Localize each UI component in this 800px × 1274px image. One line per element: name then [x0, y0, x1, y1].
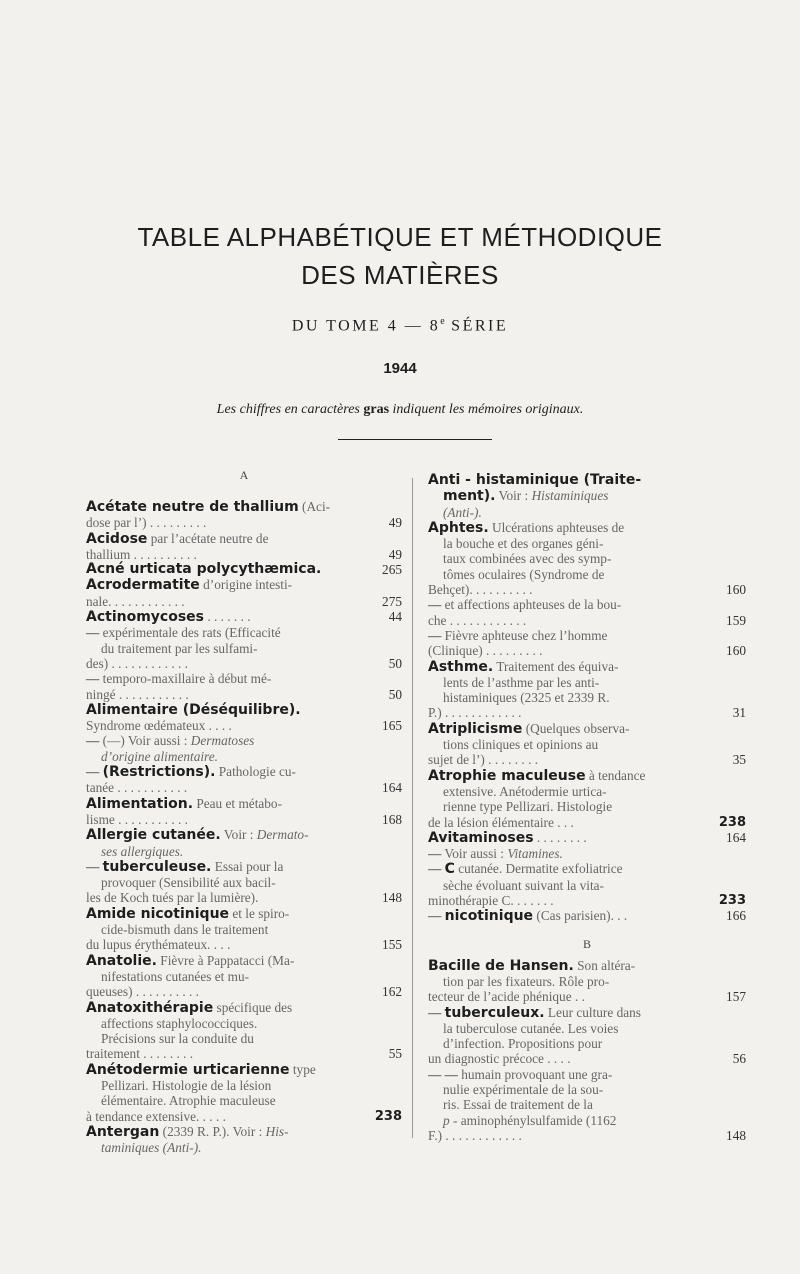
entry-text: taux combinées avec des symp- — [443, 551, 612, 567]
entry-text: un diagnostic précoce . . . . — [428, 1051, 571, 1067]
entry-keyword: tuberculeux. — [444, 1004, 545, 1021]
entry-text: type — [289, 1061, 316, 1077]
entry-text: d’infection. Propositions pour — [443, 1036, 603, 1052]
entry-keyword: Alimentation. — [86, 795, 194, 812]
index-entry — [86, 1124, 402, 1156]
entry-keyword: Anatolie. — [86, 952, 157, 969]
index-entry — [428, 472, 746, 520]
entry-keyword: Avitaminoses — [428, 829, 534, 846]
page-number: 165 — [382, 718, 402, 734]
entry-text: thallium . . . . . . . . . . — [86, 546, 197, 562]
page-number: 148 — [726, 1127, 746, 1143]
entry-text: Fièvre à Pappatacci (Ma- — [156, 952, 295, 968]
entry-text: . . . . . . . . — [533, 829, 587, 845]
entry-keyword: Acrodermatite — [86, 577, 200, 594]
entry-text: spécifique des — [213, 999, 293, 1015]
header-rule — [338, 439, 492, 440]
entry-text: temporo-maxillaire à début mé- — [102, 671, 272, 687]
entry-text: Traitement des équiva- — [493, 658, 619, 674]
page-number: 44 — [388, 609, 402, 625]
index-entry — [86, 827, 402, 859]
entry-text: cutanée. Dermatite exfoliatrice — [454, 861, 623, 877]
entry-text: de la lésion élémentaire . . . — [428, 814, 574, 830]
entry-text: tômes oculaires (Syndrome de — [443, 566, 605, 582]
index-entry — [428, 1067, 746, 1143]
index-entry — [428, 861, 746, 908]
entry-text: Son altéra- — [573, 957, 636, 973]
entry-text: histaminiques (2325 et 2339 R. — [443, 690, 610, 706]
index-entry — [86, 733, 402, 764]
page-number: 160 — [726, 582, 746, 598]
index-entry — [86, 609, 402, 625]
note-text-end: indiquent les mémoires originaux. — [392, 402, 584, 417]
page-title-line-2: DES MATIÈRES — [301, 260, 499, 290]
entry-text: lents de l’asthme par les anti- — [443, 674, 600, 690]
index-entry — [86, 671, 402, 702]
left-column — [86, 468, 402, 1155]
index-entry — [428, 958, 746, 1005]
index-entry — [428, 597, 746, 628]
page-number: 166 — [726, 908, 746, 924]
entry-text: (Clinique) . . . . . . . . . — [428, 643, 543, 659]
entry-text: (Quelques observa- — [522, 720, 630, 736]
entry-text: (2339 R. P.). Voir : — [159, 1123, 266, 1139]
entry-text: Précisions sur la conduite du — [101, 1031, 254, 1047]
entry-text: cide-bismuth dans le traitement — [101, 922, 269, 938]
entry-text: et affections aphteuses de la bou- — [444, 597, 622, 613]
index-entry — [86, 859, 402, 906]
page-number: 35 — [732, 752, 746, 768]
page-number: 265 — [382, 562, 402, 578]
entry-text: et le spiro- — [229, 905, 290, 921]
index-entry — [86, 577, 402, 609]
entry-text: Pathologie cu- — [215, 764, 296, 780]
entry-dash: — — [86, 625, 103, 641]
entry-keyword: ment). — [443, 488, 496, 505]
entry-text: les de Koch tués par la lumière). — [86, 890, 259, 906]
entry-text: à tendance extensive. . . . . — [86, 1108, 226, 1124]
page-number: 49 — [388, 515, 402, 531]
entry-keyword: Anétodermie urticarienne — [86, 1061, 290, 1078]
entry-text: du lupus érythémateux. . . . — [86, 937, 231, 953]
index-entry — [86, 1000, 402, 1062]
page-number: 50 — [388, 686, 402, 702]
entry-text: tanée . . . . . . . . . . . — [86, 780, 188, 796]
entry-text: par l’acétate neutre de — [147, 530, 269, 546]
entry-text: des) . . . . . . . . . . . . — [86, 655, 188, 671]
entry-text: rienne type Pellizari. Histologie — [443, 799, 613, 815]
entry-text: (Aci- — [298, 499, 331, 514]
entry-keyword: Actinomycoses — [86, 609, 205, 626]
entry-crossref: Vitamines. — [507, 846, 563, 862]
page-number: 238 — [718, 814, 746, 830]
entry-text: Syndrome œdémateux . . . . — [86, 718, 232, 734]
entry-text: minothérapie C. . . . . . . — [428, 893, 554, 909]
entry-dash: — — [428, 861, 445, 877]
entry-text: Leur culture dans — [544, 1004, 641, 1020]
entry-dash: — — [428, 597, 445, 613]
index-entry — [428, 830, 746, 846]
index-entry — [428, 768, 746, 830]
entry-text: Fièvre aphteuse chez l’homme — [444, 627, 608, 643]
entry-dash: — — [86, 733, 103, 749]
entry-text: tecteur de l’acide phénique . . — [428, 989, 585, 1005]
entry-text: Voir aussi : — [444, 846, 508, 862]
page-number: 31 — [732, 705, 746, 721]
index-entry — [428, 520, 746, 597]
index-entry — [428, 846, 746, 861]
index-entry — [428, 721, 746, 768]
entry-text: humain provoquant une gra- — [461, 1066, 613, 1082]
entry-dash: — — [86, 764, 103, 780]
page-title-line-1: TABLE ALPHABÉTIQUE ET MÉTHODIQUE — [137, 222, 663, 252]
entry-text: la bouche et des organes géni- — [443, 536, 604, 552]
entry-text: la tuberculose cutanée. Les voies — [443, 1020, 619, 1036]
section-letter-b: B — [582, 936, 591, 951]
entry-text: du traitement par les sulfami- — [101, 640, 258, 656]
entry-text: (Cas parisien). . . — [533, 908, 628, 924]
entry-keyword: Anti - histaminique (Traite- — [428, 472, 642, 488]
entry-text: traitement . . . . . . . . — [86, 1046, 194, 1062]
subtitle-text-end: SÉRIE — [444, 317, 509, 335]
entry-text: affections staphylococciques. — [101, 1015, 258, 1031]
index-entry — [86, 499, 402, 531]
entry-text: Ulcérations aphteuses de — [488, 519, 625, 535]
page-number: 160 — [726, 643, 746, 659]
entry-text: . . . . . . . — [204, 609, 251, 625]
entry-keyword: Alimentaire (Déséquilibre). — [86, 701, 301, 718]
index-entry — [86, 764, 402, 796]
index-entry — [86, 702, 402, 734]
index-entry — [86, 906, 402, 953]
entry-keyword: Bacille de Hansen. — [428, 957, 574, 974]
index-entry — [86, 796, 402, 828]
entry-text: ningé . . . . . . . . . . . — [86, 686, 189, 702]
page-number: 159 — [726, 612, 746, 628]
page-number: 49 — [388, 546, 402, 562]
entry-crossref: taminiques (Anti-). — [101, 1140, 202, 1156]
column-divider — [412, 478, 413, 1138]
index-entry — [86, 953, 402, 1000]
entry-dash: — — [428, 1004, 445, 1020]
entry-dash: — — [86, 671, 103, 687]
page-number: 238 — [374, 1108, 402, 1124]
entry-text: d’origine intesti- — [199, 577, 293, 593]
entry-text: Behçet). . . . . . . . . . — [428, 582, 533, 598]
entry-crossref: His- — [265, 1123, 289, 1139]
page-number: 164 — [726, 829, 746, 845]
page-number: 148 — [382, 890, 402, 906]
entry-crossref: ses allergiques. — [101, 843, 184, 859]
entry-keyword: C — [444, 861, 455, 878]
index-entry — [428, 628, 746, 659]
page-number: 155 — [382, 937, 402, 953]
entry-dash: — — [86, 858, 103, 874]
entry-keyword: Amide nicotinique — [86, 905, 230, 922]
entry-text: tion par les fixateurs. Rôle pro- — [443, 973, 610, 989]
subtitle-superscript: e — [440, 316, 445, 327]
entry-keyword: Anatoxithérapie — [86, 999, 214, 1016]
entry-text: nulie expérimentale de la sou- — [443, 1081, 604, 1097]
index-entry — [428, 659, 746, 721]
entry-text: lisme . . . . . . . . . . . — [86, 811, 188, 827]
entry-text: che . . . . . . . . . . . . — [428, 612, 527, 628]
entry-keyword: (Restrictions). — [102, 764, 216, 781]
entry-crossref: Dermato- — [256, 827, 309, 843]
entry-keyword: tuberculeuse. — [102, 858, 212, 875]
entry-text: dose par l’) . . . . . . . . . — [86, 515, 207, 531]
note-bold-word: gras — [363, 402, 390, 417]
year: 1944 — [383, 360, 417, 377]
index-entry — [428, 1005, 746, 1067]
entry-keyword: Atriplicisme — [428, 720, 523, 737]
entry-text: extensive. Anétodermie urtica- — [443, 783, 607, 799]
entry-text: - aminophénylsulfamide (1162 — [449, 1112, 617, 1128]
entry-dash: — — [428, 846, 445, 862]
page-number: 162 — [382, 984, 402, 1000]
index-entry — [86, 1062, 402, 1124]
index-entry — [86, 531, 402, 563]
note-text: Les chiffres en caractères — [216, 402, 360, 417]
entry-text: sujet de l’) . . . . . . . . — [428, 752, 539, 768]
entry-crossref: d’origine alimentaire. — [101, 748, 218, 764]
page-number: 164 — [382, 780, 402, 796]
entry-text: sèche évoluant suivant la vita- — [443, 877, 604, 893]
entry-keyword: Asthme. — [428, 658, 494, 675]
page-number: 275 — [382, 593, 402, 609]
index-entry — [86, 625, 402, 671]
entry-keyword: Aphtes. — [428, 519, 489, 536]
entry-text: nifestations cutanées et mu- — [101, 968, 250, 984]
bold-note — [0, 402, 800, 418]
page-number: 50 — [388, 655, 402, 671]
entry-text: Voir : — [220, 827, 257, 843]
entry-keyword: Acné urticata polycythæmica. — [86, 561, 322, 578]
page-number: 55 — [388, 1046, 402, 1062]
index-entry — [86, 562, 402, 577]
right-column — [428, 472, 746, 1143]
subtitle-text: DU TOME 4 — 8 — [291, 317, 441, 335]
entry-crossref: Histaminiques — [531, 488, 609, 504]
entry-keyword: Acétate neutre de thallium — [86, 499, 299, 515]
entry-text: provoquer (Sensibilité aux bacil- — [101, 875, 276, 891]
entry-keyword: Antergan — [86, 1123, 160, 1140]
entry-text: P.) . . . . . . . . . . . . — [428, 705, 522, 721]
page-number: 168 — [382, 811, 402, 827]
entry-text: expérimentale des rats (Efficacité — [102, 625, 281, 641]
volume-subtitle — [0, 316, 800, 335]
page-number: 233 — [718, 893, 746, 909]
entry-text: nale. . . . . . . . . . . . — [86, 593, 185, 609]
entry-dash: — — [428, 908, 445, 924]
entry-dash: — — — [428, 1066, 462, 1082]
entry-text: ris. Essai de traitement de la — [443, 1097, 593, 1113]
entry-text: tions cliniques et opinions au — [443, 737, 599, 753]
entry-keyword: Atrophie maculeuse — [428, 767, 586, 784]
entry-text: (—) Voir aussi : — [102, 733, 191, 749]
entry-keyword: Acidose — [86, 530, 148, 547]
entry-text: à tendance — [585, 767, 646, 783]
entry-dash: — — [428, 627, 445, 643]
entry-text: queuses) . . . . . . . . . . — [86, 984, 200, 1000]
entry-crossref: Dermatoses — [190, 733, 255, 749]
entry-keyword: Allergie cutanée. — [86, 827, 221, 844]
entry-text: élémentaire. Atrophie maculeuse — [101, 1093, 276, 1109]
entry-text: F.) . . . . . . . . . . . . — [428, 1127, 522, 1143]
entry-crossref: (Anti-). — [443, 504, 482, 520]
entry-text: Essai pour la — [211, 858, 284, 874]
entry-text: Voir : — [495, 488, 532, 504]
entry-text: Peau et métabo- — [193, 795, 283, 811]
entry-text-italic: p — [443, 1112, 450, 1128]
entry-keyword: nicotinique — [444, 908, 534, 925]
page-number: 157 — [726, 989, 746, 1005]
page-number: 56 — [732, 1051, 746, 1067]
section-letter-a: A — [239, 468, 249, 482]
index-entry — [428, 908, 746, 924]
entry-text: Pellizari. Histologie de la lésion — [101, 1077, 272, 1093]
